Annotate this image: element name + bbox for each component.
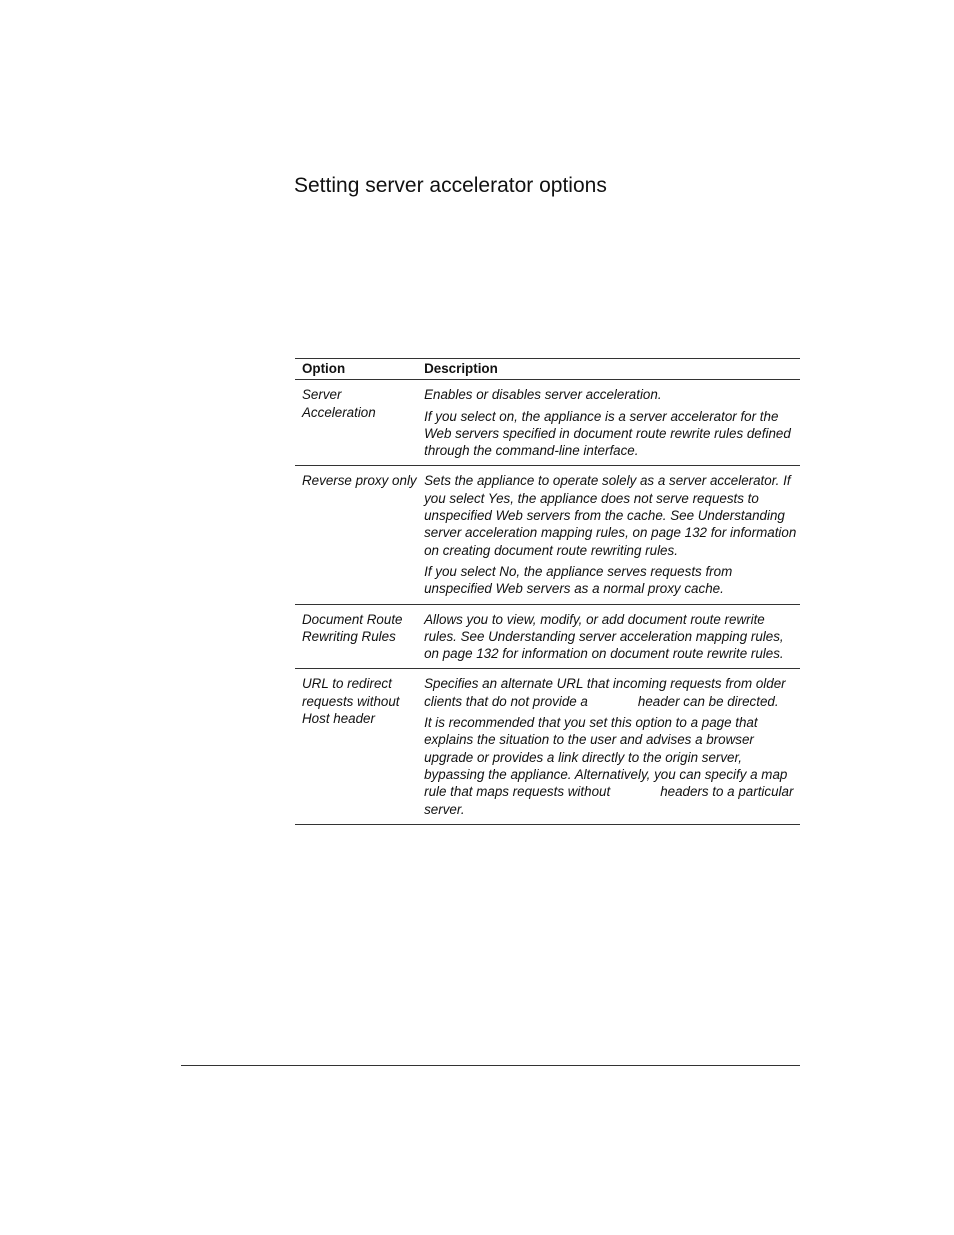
table-row [295, 604, 800, 669]
description-paragraph [424, 714, 800, 818]
description-text: It is recommended that you set this option to a page that explains the situation to the user and advises a browser upgrade or provides a link directly to the origin server, bypassing the appliance. Alternatively, you can specify a map rule that maps requests without [424, 715, 788, 800]
option-description [417, 466, 800, 604]
description-text: If you select No, the appliance serves requests from unspecified Web servers as a normal proxy cache. [424, 563, 733, 597]
description-text: header can be directed. [637, 693, 779, 709]
description-text: headers to a particular server. [424, 784, 794, 817]
footer-divider [181, 1065, 800, 1066]
description-text: Allows you to view, modify, or add document route rewrite rules. See Understanding server acceleration mapping rules, on page 132 for information on document route rewrite rules. [424, 611, 784, 662]
table-body [295, 380, 800, 825]
option-name: Reverse proxy only [295, 466, 417, 604]
description-paragraph [424, 408, 800, 460]
option-name: Server Acceleration [295, 380, 417, 466]
description-paragraph [424, 675, 800, 710]
description-text: Enables or disables server acceleration. [424, 387, 662, 403]
options-table [295, 358, 800, 825]
description-paragraph [424, 611, 800, 663]
table-row [295, 669, 800, 824]
option-description [417, 604, 800, 669]
description-paragraph [424, 563, 800, 598]
option-name: URL to redirect requests without Host header [295, 669, 417, 824]
option-description [417, 380, 800, 466]
description-text: If you select on, the appliance is a server accelerator for the Web servers specified in document route rewrite rules defined through the command-line interface. [424, 408, 791, 459]
description-text: Specifies an alternate URL that incoming requests from older clients that do not provide a [424, 676, 786, 709]
table-header-row [295, 359, 800, 380]
table-row [295, 466, 800, 604]
description-paragraph [424, 386, 800, 403]
option-description [417, 669, 800, 824]
page-title: Setting server accelerator options [294, 174, 607, 197]
table-row [295, 380, 800, 466]
option-column-header: Option [295, 359, 417, 380]
option-name: Document Route Rewriting Rules [295, 604, 417, 669]
description-text: Sets the appliance to operate solely as a server accelerator. If you select Yes, the appliance does not serve requests to unspecified Web servers from the cache. See Understanding server acceleration mapping rules, on page 132 for information on creating document route rewriting rules. [424, 473, 797, 558]
description-paragraph [424, 472, 800, 558]
description-column-header: Description [417, 359, 800, 380]
